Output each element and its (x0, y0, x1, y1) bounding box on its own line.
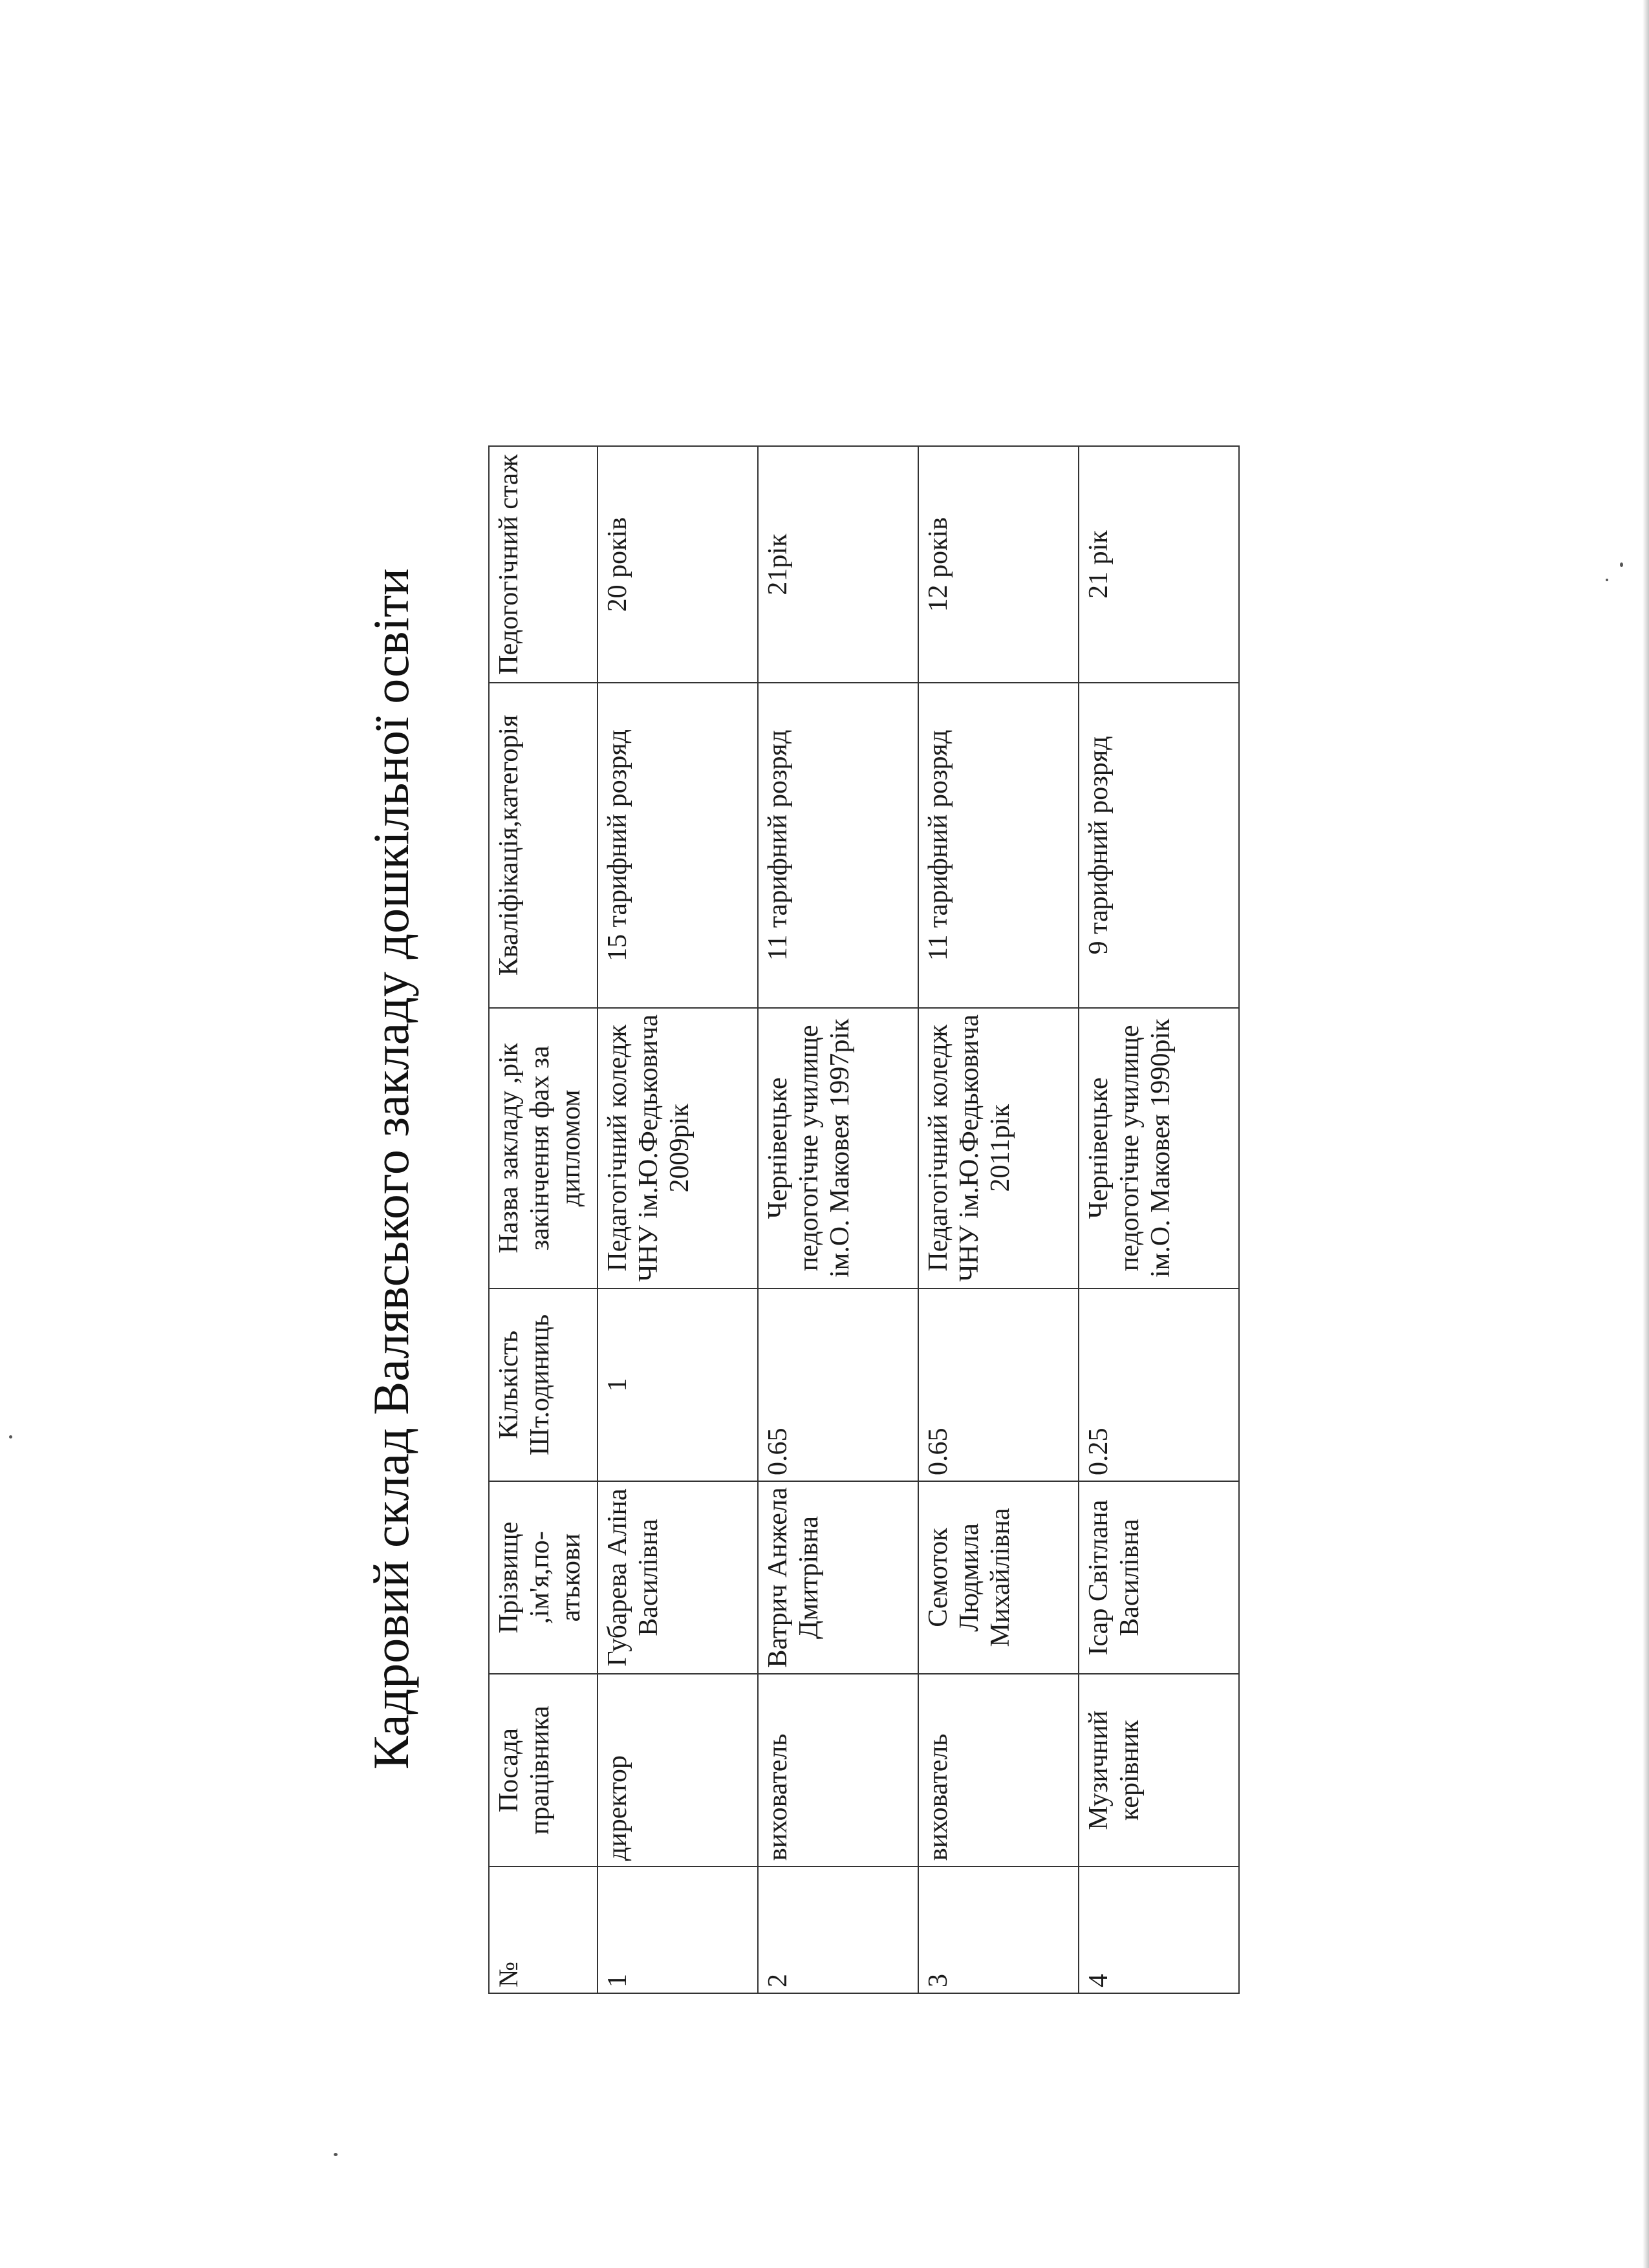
cell-education: Педагогічний коледж ЧНУ ім.Ю.Федьковича 2011рік (918, 1008, 1079, 1289)
cell-qualification: 15 тарифний розряд (598, 683, 758, 1007)
cell-experience: 21 рік (1079, 446, 1239, 683)
cell-education: Педагогічний коледж ЧНУ ім.Ю.Федьковича 2009рік (598, 1008, 758, 1289)
cell-name: Семоток Людмила Михайлівна (918, 1481, 1079, 1674)
cell-qualification: 11 тарифний розряд (918, 683, 1079, 1007)
cell-number: 3 (918, 1867, 1079, 1993)
cell-number: 1 (598, 1867, 758, 1993)
header-name: Прізвище ,ім'я,по-атькови (489, 1481, 598, 1674)
table-row (1079, 446, 1239, 1993)
header-experience: Педогогічний стаж (489, 446, 598, 683)
cell-units: 1 (598, 1289, 758, 1481)
cell-units: 0.65 (918, 1289, 1079, 1481)
staff-table (488, 445, 1240, 1994)
cell-experience: 12 років (918, 446, 1079, 683)
cell-experience: 21рік (758, 446, 918, 683)
cell-qualification: 9 тарифний розряд (1079, 683, 1239, 1007)
header-education: Назва закладу ,рік закінчення фах за дипломом (489, 1008, 598, 1289)
cell-name: Ватрич Анжела Дмитрівна (758, 1481, 918, 1674)
cell-position: директор (598, 1674, 758, 1867)
table-row (598, 446, 758, 1993)
cell-qualification: 11 тарифний розряд (758, 683, 918, 1007)
cell-name: Ісар Світлана Василівна (1079, 1481, 1239, 1674)
cell-number: 2 (758, 1867, 918, 1993)
header-qualification: Кваліфікація,категорія (489, 683, 598, 1007)
table-row (918, 446, 1079, 1993)
table-header-row (489, 446, 598, 1993)
cell-units: 0.25 (1079, 1289, 1239, 1481)
cell-education: Чернівецьке педогогічне училище ім.О. Маковея 1990рік (1079, 1008, 1239, 1289)
header-position: Посада працівника (489, 1674, 598, 1867)
header-number: № (489, 1867, 598, 1993)
cell-education: Чернівецьке педогогічне училище ім.О. Маковея 1997рік (758, 1008, 918, 1289)
header-units: Кількість Шт.одиниць (489, 1289, 598, 1481)
cell-position: вихователь (918, 1674, 1079, 1867)
table-row (758, 446, 918, 1993)
cell-position: вихователь (758, 1674, 918, 1867)
document-title: Кадровий склад Валявського закладу дошкільної освіти (363, 568, 419, 1770)
cell-units: 0.65 (758, 1289, 918, 1481)
cell-experience: 20 років (598, 446, 758, 683)
cell-name: Губарева Аліна Василівна (598, 1481, 758, 1674)
cell-position: Музичний керівник (1079, 1674, 1239, 1867)
cell-number: 4 (1079, 1867, 1239, 1993)
